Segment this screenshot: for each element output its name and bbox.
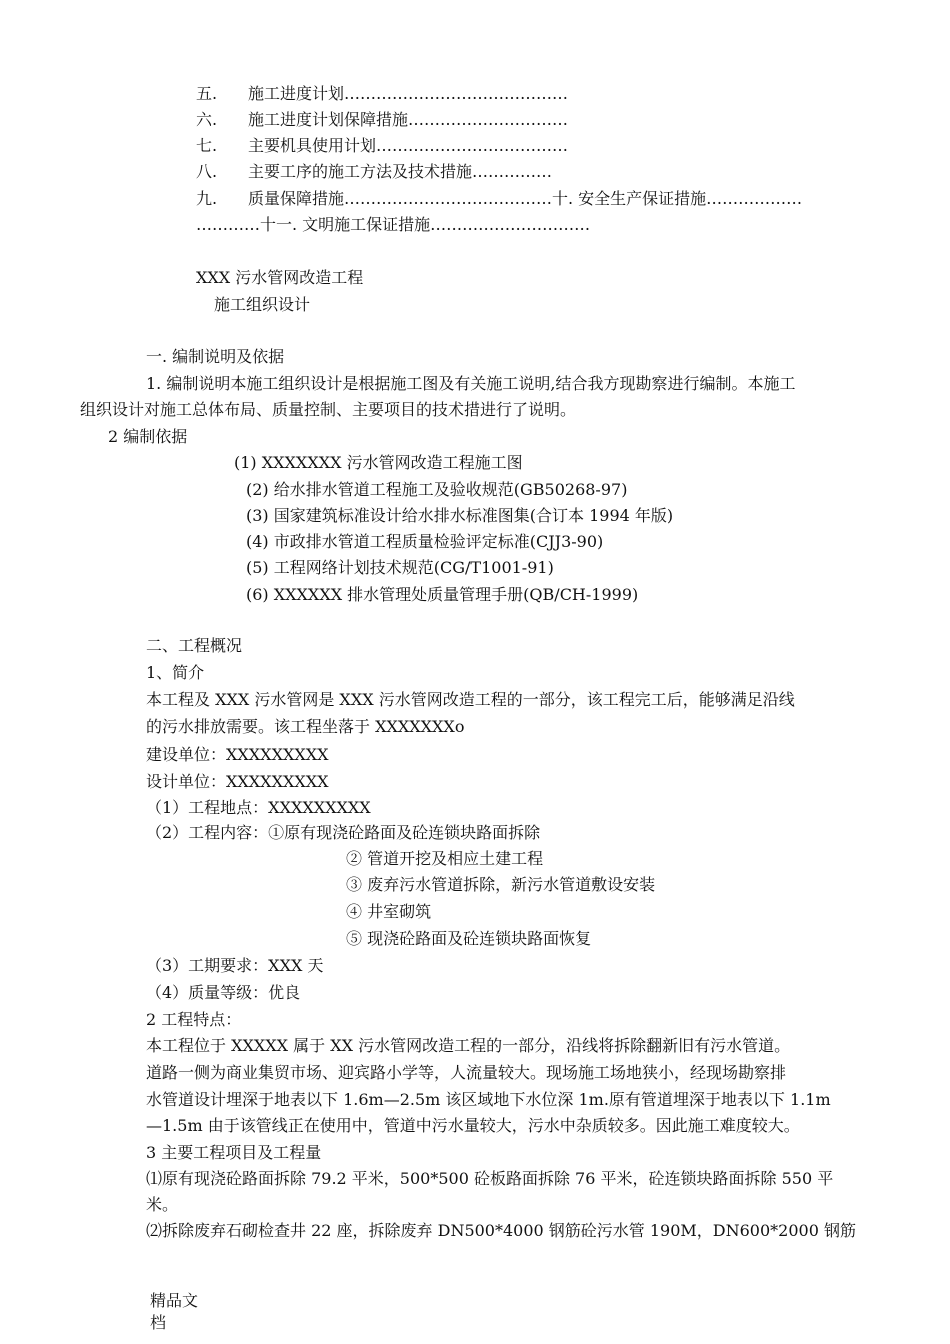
project-title: XXX 污水管网改造工程: [196, 268, 364, 287]
list-item: (5) 工程网络计划技术规范(CG/T1001-91): [246, 558, 554, 577]
toc-text: 施工进度计划……………………………………: [248, 84, 569, 103]
paragraph-line: ⑴原有现浇砼路面拆除 79.2 平米，500*500 砼板路面拆除 76 平米，砼连锁块路面拆除 550 平: [146, 1169, 834, 1188]
content-line: （2）工程内容：①原有现浇砼路面及砼连锁块路面拆除: [146, 823, 541, 842]
toc-number: 八.: [196, 162, 218, 181]
paragraph-line: 的污水排放需要。该工程坐落于 XXXXXXXo: [146, 717, 465, 736]
footer-line: 档: [150, 1313, 167, 1332]
section-heading: 一. 编制说明及依据: [146, 347, 285, 366]
toc-text: 主要工序的施工方法及技术措施……………: [248, 162, 553, 181]
list-item: ③ 废弃污水管道拆除，新污水管道敷设安装: [346, 875, 656, 894]
paragraph-line: 水管道设计埋深于地表以下 1.6m—2.5m 该区域地下水位深 1m.原有管道埋深于地表以下 1.1m: [146, 1090, 831, 1109]
toc-number: 五.: [196, 84, 218, 103]
duration-line: （3）工期要求：XXX 天: [146, 956, 324, 975]
list-item: ② 管道开挖及相应土建工程: [346, 849, 544, 868]
toc-number: 六.: [196, 110, 218, 129]
toc-item: [196, 188, 802, 210]
toc-text: 主要机具使用计划………………………………: [248, 136, 569, 155]
toc-number: 九.: [196, 189, 218, 208]
list-item: (3) 国家建筑标准设计给水排水标准图集(合订本 1994 年版): [246, 506, 674, 525]
subsection-heading: 2 编制依据: [108, 427, 188, 446]
paragraph-line: —1.5m 由于该管线正在使用中，管道中污水量较大，污水中杂质较多。因此施工难度较大。: [146, 1116, 800, 1135]
paragraph-line: ⑵拆除废弃石砌检查井 22 座，拆除废弃 DN500*4000 钢筋砼污水管 190M，DN600*2000 钢筋: [146, 1221, 856, 1240]
paragraph-line: 1. 编制说明本施工组织设计是根据施工图及有关施工说明,结合我方现勘察进行编制。本施工: [146, 374, 796, 393]
designer-line: 设计单位：XXXXXXXXX: [146, 772, 329, 791]
list-item: ④ 井室砌筑: [346, 902, 432, 921]
subsection-heading: 3 主要工程项目及工程量: [146, 1143, 322, 1162]
paragraph-line: 本工程及 XXX 污水管网是 XXX 污水管网改造工程的一部分，该工程完工后，能够满足沿线: [146, 690, 795, 709]
page-footer: [150, 1290, 198, 1334]
list-item: (2) 给水排水管道工程施工及验收规范(GB50268-97): [246, 480, 628, 499]
toc-text: 施工进度计划保障措施…………………………: [248, 110, 569, 129]
list-item: (4) 市政排水管道工程质量检验评定标准(CJJ3-90): [246, 532, 604, 551]
paragraph-line: 本工程位于 XXXXX 属于 XX 污水管网改造工程的一部分，沿线将拆除翻新旧有污水管道。: [146, 1036, 791, 1055]
toc-continuation: …………十一. 文明施工保证措施…………………………: [196, 215, 591, 234]
footer-line: 精品文: [150, 1291, 199, 1310]
toc-item: [196, 83, 568, 105]
toc-item: [196, 161, 552, 183]
list-item: ⑤ 现浇砼路面及砼连锁块路面恢复: [346, 929, 592, 948]
builder-line: 建设单位：XXXXXXXXX: [146, 745, 329, 764]
list-item: (1) XXXXXXX 污水管网改造工程施工图: [234, 453, 523, 472]
document-subtitle: 施工组织设计: [214, 295, 311, 314]
site-line: （1）工程地点：XXXXXXXXX: [146, 798, 371, 817]
quality-line: （4）质量等级：优良: [146, 983, 301, 1002]
paragraph-line: 米。: [146, 1195, 179, 1214]
paragraph-line: 道路一侧为商业集贸市场、迎宾路小学等，人流量较大。现场施工场地狭小，经现场勘察排: [146, 1063, 787, 1082]
section-heading: 二、工程概况: [146, 636, 243, 655]
toc-item: [196, 135, 568, 157]
list-item: (6) XXXXXX 排水管理处质量管理手册(QB/CH-1999): [246, 585, 639, 604]
subsection-heading: 2 工程特点：: [146, 1010, 242, 1029]
toc-number: 七.: [196, 136, 218, 155]
subsection-heading: 1、简介: [146, 663, 205, 682]
paragraph-line: 组织设计对施工总体布局、质量控制、主要项目的技术措进行了说明。: [80, 400, 577, 419]
toc-item: [196, 109, 568, 131]
toc-text: 质量保障措施…………………………………十. 安全生产保证措施………………: [248, 189, 803, 208]
